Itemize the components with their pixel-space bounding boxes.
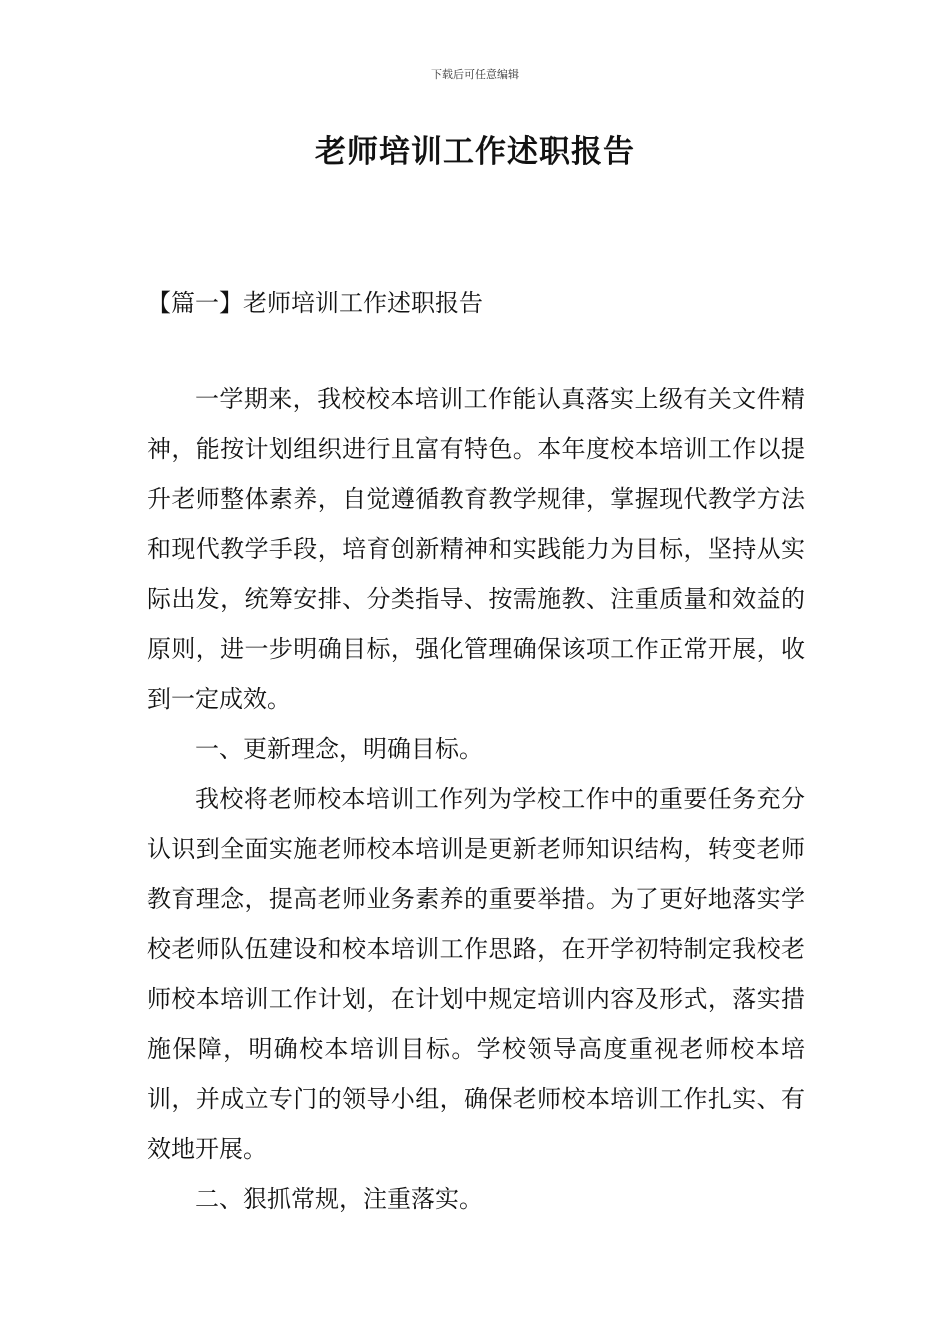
subheading-2: 二、狠抓常规，注重落实。	[195, 1185, 483, 1213]
paragraph-1: 我校将老师校本培训工作列为学校工作中的重要任务充分认识到全面实施老师校本培训是更新老师知识结构，转变老师教育理念，提高老师业务素养的重要举措。为了更好地落实学校老师队伍建设和校本培训工作思路，在开学初特制定我校老师校本培训工作计划，在计划中规定培训内容及形式，落实措施保障，明确校本培训目标。学校领导高度重视老师校本培训，并成立专门的领导小组，确保老师校本培训工作扎实、有效地开展。	[147, 785, 805, 1163]
document-title: 老师培训工作述职报告	[315, 134, 635, 170]
section-heading: 【篇一】老师培训工作述职报告	[147, 289, 483, 317]
subheading-1: 一、更新理念，明确目标。	[195, 735, 483, 763]
header-note: 下载后可任意编辑	[431, 68, 519, 81]
paragraph-intro: 一学期来，我校校本培训工作能认真落实上级有关文件精神，能按计划组织进行且富有特色。本年度校本培训工作以提升老师整体素养，自觉遵循教育教学规律，掌握现代教学方法和现代教学手段，培育创新精神和实践能力为目标，坚持从实际出发，统筹安排、分类指导、按需施教、注重质量和效益的原则，进一步明确目标，强化管理确保该项工作正常开展，收到一定成效。	[147, 385, 805, 713]
